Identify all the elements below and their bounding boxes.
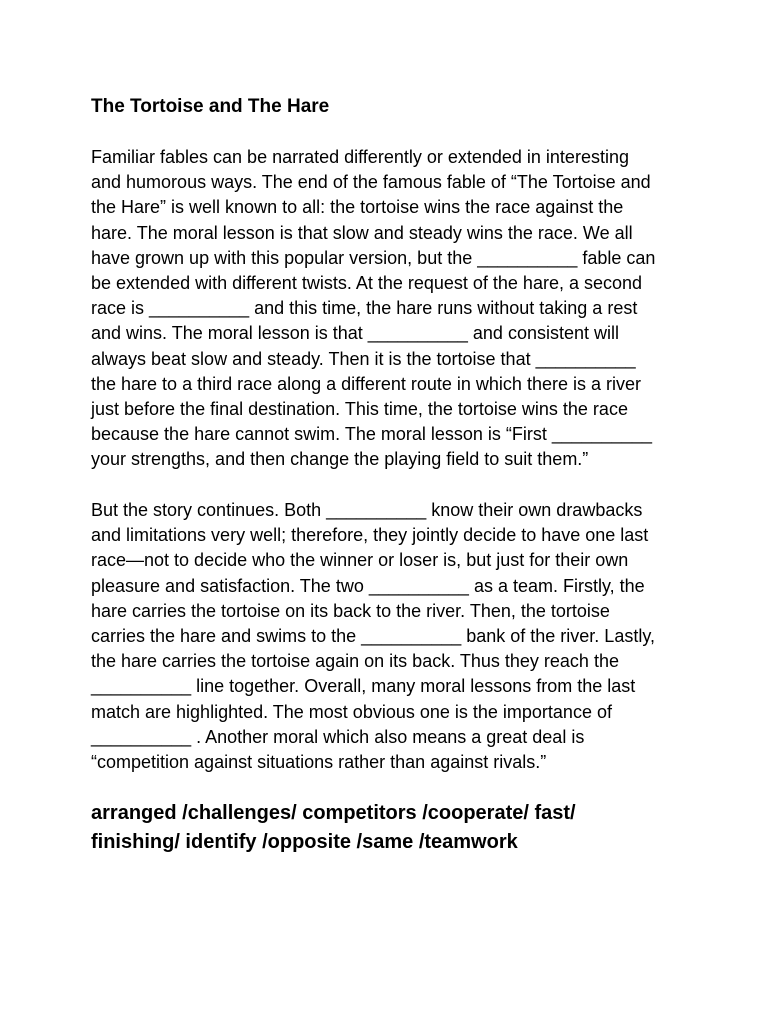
- paragraph-story: [91, 145, 691, 472]
- text-line: match are highlighted. The most obvious one is the importance of: [91, 701, 612, 722]
- text-line: the hare carries the tortoise again on its back. Thus they reach the: [91, 651, 619, 672]
- text-line: race—not to decide who the winner or loser is, but just for their own: [91, 550, 629, 571]
- text-line: __________ line together. Overall, many moral lessons from the last: [91, 676, 636, 697]
- text-line: race is __________ and this time, the hare runs without taking a rest: [91, 298, 638, 319]
- text-line: Familiar fables can be narrated differently or extended in interesting: [91, 147, 629, 167]
- text-line: pleasure and satisfaction. The two __________ as a team. Firstly, the: [91, 575, 645, 596]
- text-line: hare carries the tortoise on its back to the river. Then, the tortoise: [91, 600, 610, 621]
- text-line: __________ . Another moral which also means a great deal is: [91, 726, 585, 747]
- text-line: have grown up with this popular version, but the __________ fable can: [91, 247, 656, 268]
- text-line: carries the hare and swims to the __________ bank of the river. Lastly,: [91, 625, 655, 646]
- document-title: The Tortoise and The Hare: [91, 96, 330, 117]
- text-line: the hare to a third race along a different route in which there is a river: [91, 373, 641, 394]
- text-line: and limitations very well; therefore, they jointly decide to have one last: [91, 525, 649, 546]
- paragraph-continuation: [91, 498, 691, 775]
- word-bank: [91, 799, 711, 857]
- word-bank-line: arranged /challenges/ competitors /cooperate/ fast/: [91, 802, 576, 824]
- text-line: just before the final destination. This time, the tortoise wins the race: [91, 398, 628, 419]
- text-line: and wins. The moral lesson is that __________ and consistent will: [91, 323, 619, 344]
- text-line: and humorous ways. The end of the famous fable of “The Tortoise and: [91, 172, 651, 193]
- text-line: hare. The moral lesson is that slow and steady wins the race. We all: [91, 222, 633, 243]
- text-line: But the story continues. Both __________ know their own drawbacks: [91, 500, 643, 520]
- text-line: the Hare” is well known to all: the tortoise wins the race against the: [91, 197, 624, 218]
- text-line: always beat slow and steady. Then it is the tortoise that __________: [91, 348, 636, 369]
- text-line: because the hare cannot swim. The moral lesson is “First __________: [91, 424, 652, 445]
- text-line: be extended with different twists. At the request of the hare, a second: [91, 272, 643, 293]
- text-line: “competition against situations rather than against rivals.”: [91, 751, 547, 772]
- text-line: your strengths, and then change the playing field to suit them.”: [91, 449, 589, 470]
- word-bank-line: finishing/ identify /opposite /same /teamwork: [91, 831, 518, 853]
